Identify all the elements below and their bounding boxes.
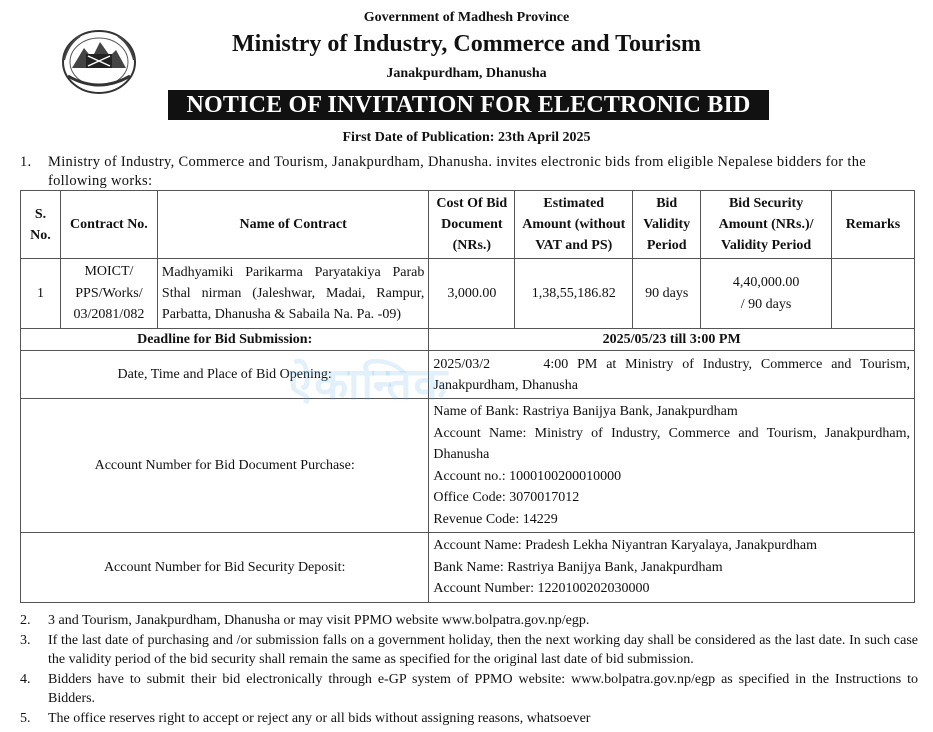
publication-date: First Date of Publication: 23th April 2025 [342,130,591,145]
row-sn: 1 [21,259,61,329]
deposit-label: Account Number for Bid Security Deposit: [21,533,429,603]
ministry-location: Janakpurdham, Dhanusha [386,66,547,81]
paragraph-number: 1. [20,154,32,170]
note-number: 2. [20,613,31,628]
purchase-line: Name of Bank: Rastriya Banijya Bank, Janakpurdham [433,404,738,419]
deposit-row [21,533,915,603]
purchase-details [429,399,915,533]
purchase-line: Account Name: Ministry of Industry, Commerce and Tourism, Janakpurdham, Dhanusha [433,425,910,462]
contract-no-line: PPS/Works/ [75,285,143,301]
row-contract-no [60,259,157,329]
note-number: 3. [20,632,31,648]
notice-banner: NOTICE OF INVITATION FOR ELECTRONIC BID [168,90,769,120]
note-text: Bidders have to submit their bid electronically through e-GP system of PPMO website: www.bolpatra.gov.np/egp as specified in the Instructions to Bidders. [48,671,918,706]
opening-row [21,351,915,399]
list-item [20,631,918,670]
purchase-label: Account Number for Bid Document Purchase: [21,399,429,533]
list-item [20,670,918,709]
header-validity: Bid Validity Period [633,191,701,259]
note-text: 3 and Tourism, Janakpurdham, Dhanusha or may visit PPMO website www.bolpatra.gov.np/egp. [48,613,590,628]
header-security: Bid Security Amount (NRs.)/ Validity Period [701,191,832,259]
purchase-line: Office Code: 3070017012 [433,490,580,505]
row-security [701,259,832,329]
opening-value: 2025/03/2 4:00 PM at Ministry of Industry, Commerce and Tourism, Janakpurdham, Dhanusha [429,351,915,399]
security-line: / 90 days [740,296,792,312]
contract-no-line: 03/2081/082 [73,307,145,323]
header-cost: Cost Of Bid Document (NRs.) [429,191,515,259]
security-line: 4,40,000.00 [732,275,800,290]
header-remarks: Remarks [832,191,915,259]
deposit-line: Account Number: 1220100202030000 [433,581,650,597]
note-number: 5. [20,710,31,726]
note-text: The office reserves right to accept or reject any or all bids without assigning reasons, whatsoever [48,710,591,726]
list-item [20,611,918,631]
row-estimated: 1,38,55,186.82 [515,259,633,329]
header-contract-name: Name of Contract [157,191,428,259]
row-contract-name: Madhyamiki Parikarma Paryatakiya Parab Sthal nirman (Jaleshwar, Madai, Rampur, Parbatta, Dhanusha & Sabaila Na. Pa. -09) [157,259,428,329]
header-contract-no: Contract No. [60,191,157,259]
list-item [20,709,918,729]
ministry-title: Ministry of Industry, Commerce and Tourism [232,31,701,57]
table-row [21,259,915,329]
watermark-logo: ऐकान्तिक [288,359,450,410]
deadline-row [21,329,915,351]
opening-label: Date, Time and Place of Bid Opening: [21,351,429,399]
contract-no-line: MOICT/ [84,264,134,280]
note-text: If the last date of purchasing and /or submission falls on a government holiday, then the next working day shall be considered as the last date. In such case the validity period of the bid security shall remain the same as specified for the original last date of bid submission. [48,632,918,667]
purchase-row [21,399,915,533]
deposit-line: Account Name: Pradesh Lekha Niyantran Karyalaya, Janakpurdham [433,538,818,554]
row-cost: 3,000.00 [429,259,515,329]
bid-table [20,190,915,603]
deposit-details [429,533,915,603]
header-estimated: Estimated Amount (without VAT and PS) [515,191,633,259]
notes-list [20,611,918,728]
intro-text: Ministry of Industry, Commerce and Tourism, Janakpurdham, Dhanusha. invites electronic bids from eligible Nepalese bidders for the following works: [48,154,866,189]
purchase-line: Account no.: 1000100200010000 [433,468,622,484]
row-remarks [832,259,915,329]
note-number: 4. [20,671,31,687]
table-header-row [21,191,915,259]
header-sn: S. No. [21,191,61,259]
purchase-line: Revenue Code: 14229 [433,511,558,527]
row-validity: 90 days [633,259,701,329]
deadline-label: Deadline for Bid Submission: [21,329,429,351]
deposit-line: Bank Name: Rastriya Banijya Bank, Janakpurdham [433,559,723,575]
deadline-value: 2025/05/23 till 3:00 PM [429,329,915,351]
government-name: Government of Madhesh Province [363,10,570,25]
